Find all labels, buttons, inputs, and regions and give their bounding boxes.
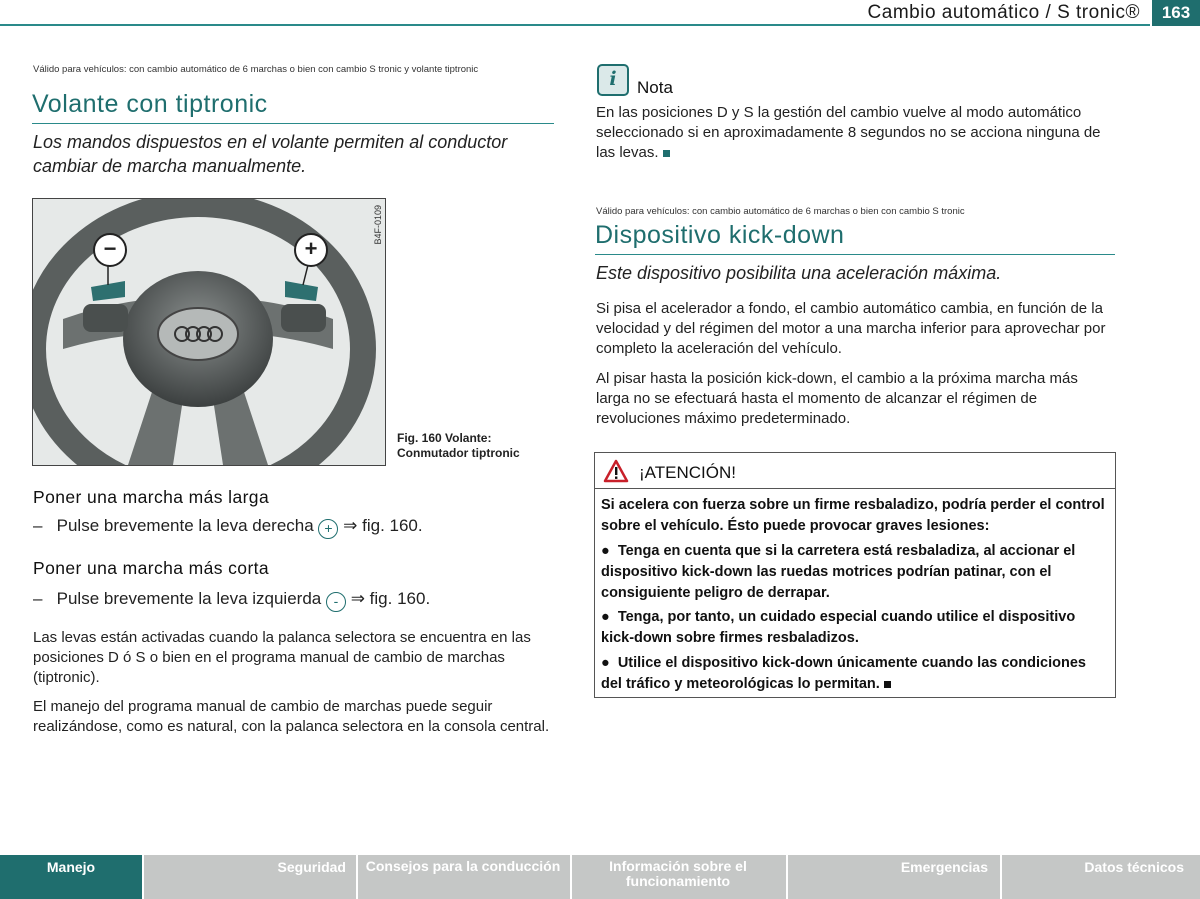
section-heading-tiptronic: Volante con tiptronic	[32, 90, 268, 118]
heading-rule	[32, 123, 554, 124]
warning-header	[595, 453, 1115, 489]
footer-tab-manejo[interactable]: Manejo	[0, 855, 142, 899]
section-heading-kickdown: Dispositivo kick-down	[595, 221, 845, 249]
figure-caption-line2: Conmutador tiptronic	[397, 446, 520, 460]
plus-circle-icon: +	[318, 519, 338, 539]
warning-triangle-icon	[603, 459, 629, 483]
note-body: En las posiciones D y S la gestión del cambio vuelve al modo automático seleccionado si en aproximadamente 8 segundos no se acciona ninguna de las levas.	[596, 104, 1101, 161]
lead-text-kickdown: Este dispositivo posibilita una aceleración máxima.	[596, 263, 1002, 283]
page-number: 163	[1152, 0, 1200, 26]
lead-text-tiptronic: Los mandos dispuestos en el volante permiten al conductor cambiar de marcha manualmente.	[33, 132, 508, 176]
step-downshift	[33, 589, 430, 612]
step-text: Pulse brevemente la leva izquierda	[56, 589, 322, 608]
warning-title: ¡ATENCIÓN!	[639, 463, 736, 482]
paragraph-kickdown-position: Al pisar hasta la posición kick-down, el cambio a la próxima marcha más larga no se efectuará hasta el momento de alcanzar el régimen de revoluciones máximo predeterminado.	[596, 370, 1078, 427]
header-rule	[0, 24, 1150, 26]
step-upshift	[33, 516, 423, 539]
minus-paddle-label: −	[93, 233, 127, 267]
validity-note-left: Válido para vehículos: con cambio automático de 6 marchas o bien con cambio S tronic y volante tiptronic	[33, 64, 479, 75]
tab-label: Datos técnicos	[1084, 859, 1184, 875]
steering-wheel-figure	[32, 198, 386, 466]
end-marker-icon	[884, 681, 891, 688]
footer-tab-seguridad[interactable]	[144, 855, 354, 899]
validity-note-right: Válido para vehículos: con cambio automático de 6 marchas o bien con cambio S tronic	[596, 206, 965, 217]
paragraph-full-throttle: Si pisa el acelerador a fondo, el cambio automático cambia, en función de la velocidad y del régimen del motor a una marcha inferior para aprovechar por completo la aceleración del vehículo.	[596, 300, 1106, 357]
warning-bullet	[601, 541, 1109, 604]
footer-tab-emergencias[interactable]	[788, 855, 998, 899]
warning-bullet	[601, 653, 1109, 695]
paragraph-paddles-active: Las levas están activadas cuando la palanca selectora se encuentra en las posiciones D ó S o bien en el programa manual de cambio de marchas (tiptronic).	[33, 629, 531, 686]
tab-label: Emergencias	[900, 859, 988, 875]
running-header-title: Cambio automático / S tronic®	[867, 2, 1140, 23]
warning-box	[594, 452, 1116, 698]
minus-circle-icon: -	[326, 592, 346, 612]
step-dash: –	[33, 516, 43, 535]
plus-paddle-label: +	[294, 233, 328, 267]
step-dash: –	[33, 589, 43, 608]
paragraph-manual-program: El manejo del programa manual de cambio de marchas puede seguir realizándose, como es natural, con la palanca selectora en la consola central.	[33, 698, 550, 735]
figure-code: B4F-0109	[373, 205, 383, 245]
subheading-downshift: Poner una marcha más corta	[33, 558, 270, 578]
step-text: Pulse brevemente la leva derecha	[56, 516, 314, 535]
footer-tab-informacion[interactable]: Información sobre el funcionamiento	[609, 858, 747, 889]
info-icon: i	[597, 64, 629, 96]
steering-wheel-illustration	[33, 199, 385, 465]
bullet-icon: ●	[601, 655, 610, 671]
subheading-upshift: Poner una marcha más larga	[33, 487, 270, 507]
figure-caption	[397, 431, 520, 461]
bullet-icon: ●	[601, 609, 610, 625]
footer-tab-consejos[interactable]: Consejos para la conducción	[365, 858, 561, 874]
warning-bullet-text: Utilice el dispositivo kick-down únicamente cuando las condiciones del tráfico y meteorológicas lo permitan.	[601, 655, 1086, 692]
figure-ref-link[interactable]: ⇒ fig. 160.	[350, 589, 431, 608]
tab-label: Seguridad	[277, 859, 346, 875]
figure-caption-line1: Fig. 160 Volante:	[397, 431, 492, 445]
note-title: Nota	[637, 78, 673, 97]
footer-tab-datos-tecnicos[interactable]	[1002, 855, 1200, 899]
bullet-icon: ●	[601, 543, 610, 559]
end-marker-icon	[663, 150, 670, 157]
figure-ref-link[interactable]: ⇒ fig. 160.	[343, 516, 423, 535]
warning-intro: Si acelera con fuerza sobre un firme resbaladizo, podría perder el control sobre el vehículo. Ésto puede provocar graves lesiones:	[601, 497, 1105, 534]
note-text	[596, 103, 1114, 163]
warning-bullet-text: Tenga en cuenta que si la carretera está resbaladiza, al accionar el dispositivo kick-down las ruedas motrices podrían patinar, con el consiguiente peligro de derrapar.	[601, 543, 1076, 601]
warning-bullet	[601, 607, 1109, 649]
heading-rule	[595, 254, 1115, 255]
warning-bullet-text: Tenga, por tanto, un cuidado especial cuando utilice el dispositivo kick-down sobre firmes resbaladizos.	[601, 609, 1076, 646]
